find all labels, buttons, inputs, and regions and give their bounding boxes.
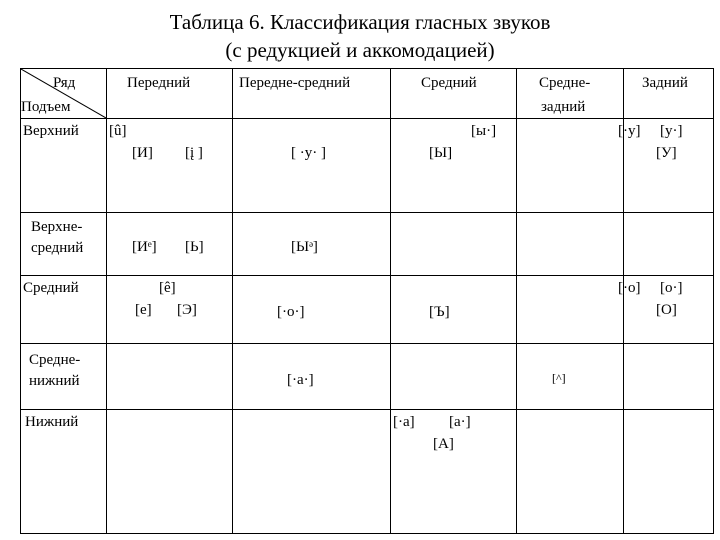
col-header-mid: Средний [391,69,517,119]
table-subtitle: (с редукцией и аккомодацией) [225,38,495,62]
cell-upper-front: [û] [И] [į ] [107,119,233,213]
cell-upper-midback [517,119,624,213]
table-title: Таблица 6. Классификация гласных звуков [169,10,551,34]
cell-middle-back: [·о] [о·] [О] [624,276,714,344]
col-header-back: Задний [624,69,714,119]
header-row [21,69,714,119]
cell-midlow-frontmid: [·а·] [233,344,391,410]
cell-uppermid-front: [Иᵉ] [Ь] [107,213,233,276]
cell-midlow-back [624,344,714,410]
col-header-front-mid: Передне-средний [233,69,391,119]
cell-upper-mid: [ы·] [Ы] [391,119,517,213]
col-header-mid-back: Средне- задний [517,69,624,119]
cell-upper-back: [·у] [у·] [У] [624,119,714,213]
row-upper [21,119,714,213]
cell-middle-midback [517,276,624,344]
cell-middle-frontmid: [·о·] [233,276,391,344]
corner-cell [21,69,107,119]
cell-low-mid: [·а] [а·] [А] [391,410,517,534]
cell-uppermid-frontmid: [Ыᵊ] [233,213,391,276]
cell-low-midback [517,410,624,534]
cell-midlow-front [107,344,233,410]
cell-middle-front: [ê] [е] [Э] [107,276,233,344]
cell-uppermid-midback [517,213,624,276]
cell-low-back [624,410,714,534]
row-mid-low [21,344,714,410]
cell-upper-frontmid: [ ·у· ] [233,119,391,213]
cell-midlow-midback: [^] [517,344,624,410]
col-header-front: Передний [107,69,233,119]
row-middle [21,276,714,344]
cell-low-frontmid [233,410,391,534]
row-low [21,410,714,534]
row-label-upper-mid: Верхне- средний [21,213,107,276]
cell-middle-mid: [Ъ] [391,276,517,344]
row-label-low: Нижний [21,410,107,534]
rise-axis-label: Подъем [21,99,71,115]
cell-uppermid-mid [391,213,517,276]
row-label-upper: Верхний [21,119,107,213]
cell-uppermid-back [624,213,714,276]
row-label-mid-low: Средне- нижний [21,344,107,410]
row-label-middle: Средний [21,276,107,344]
row-upper-mid [21,213,714,276]
vowel-classification-table [20,68,714,534]
row-axis-label: Ряд [53,75,76,91]
cell-low-front [107,410,233,534]
cell-midlow-mid [391,344,517,410]
